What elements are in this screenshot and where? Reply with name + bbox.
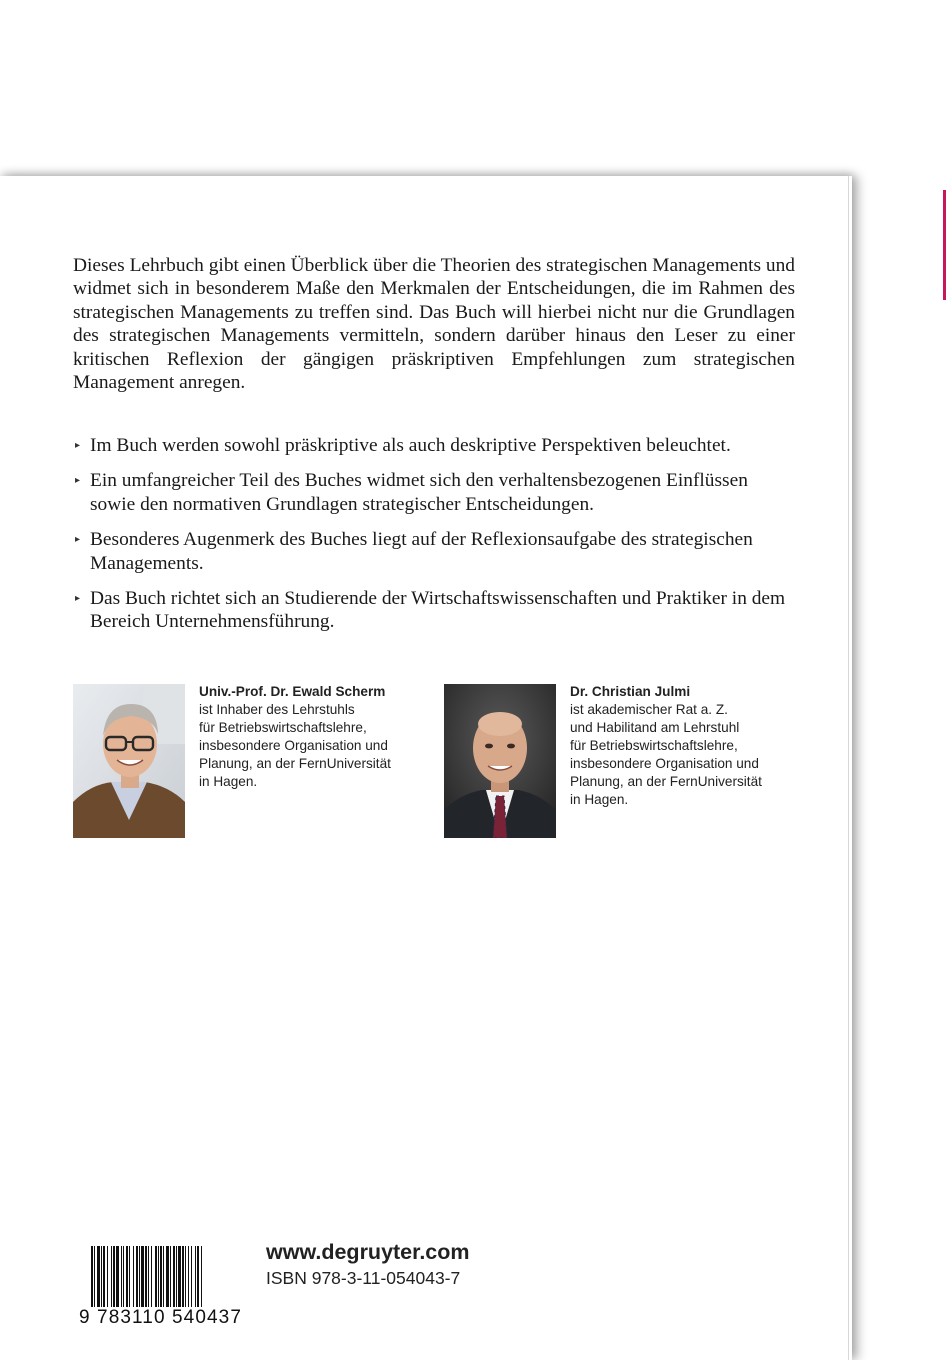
barcode-bar: [103, 1246, 105, 1310]
author-name: Dr. Christian Julmi: [570, 684, 691, 699]
author-bio-line: für Betriebswirtschaftslehre,: [570, 738, 738, 753]
author-bio-line: ist akademischer Rat a. Z.: [570, 702, 728, 717]
barcode-bar: [126, 1246, 128, 1310]
barcode-bar: [107, 1246, 108, 1310]
barcode-bar: [139, 1246, 140, 1310]
list-item: [73, 469, 795, 516]
barcode-bar: [129, 1246, 130, 1310]
barcode-bar: [185, 1246, 186, 1310]
author-bio-line: und Habilitand am Lehrstuhl: [570, 720, 740, 735]
barcode-bar: [111, 1246, 112, 1310]
author-bio-line: in Hagen.: [570, 792, 629, 807]
list-item: [73, 528, 795, 575]
author-bio-line: ist Inhaber des Lehrstuhls: [199, 702, 355, 717]
publisher-website[interactable]: www.degruyter.com: [266, 1240, 470, 1264]
triangle-bullet-icon: ▸: [75, 475, 81, 487]
barcode-bar: [158, 1246, 159, 1310]
barcode-bar: [160, 1246, 162, 1310]
barcode-bar: [188, 1246, 189, 1310]
author-bio-line: Planung, an der FernUniversität: [199, 756, 391, 771]
list-item: [73, 587, 795, 634]
barcode-bar: [123, 1246, 124, 1310]
list-item-text: Das Buch richtet sich an Studierende der Wirtschaftswissenschaften und Praktiker in dem Bereich Unternehmensführung.: [90, 588, 786, 633]
barcode-bar: [155, 1246, 157, 1310]
triangle-bullet-icon: ▸: [75, 534, 81, 546]
barcode-bar: [163, 1246, 164, 1310]
barcode-bar: [195, 1246, 196, 1310]
portrait-image: [444, 684, 556, 838]
barcode-bar: [101, 1246, 102, 1310]
barcode-bar: [173, 1246, 175, 1310]
author-bio-line: in Hagen.: [199, 774, 258, 789]
triangle-bullet-icon: ▸: [75, 593, 81, 605]
list-item-text: Ein umfangreicher Teil des Buches widmet sich den verhaltensbezogenen Einflüssen sowie den normativen Grundlagen strategischer Entscheidungen.: [90, 470, 748, 515]
barcode-bar: [197, 1246, 199, 1310]
list-item-text: Im Buch werden sowohl präskriptive als auch deskriptive Perspektiven beleuchtet.: [90, 435, 731, 456]
author-bio-scherm: [199, 683, 439, 791]
triangle-bullet-icon: ▸: [75, 440, 81, 451]
barcode-bar: [141, 1246, 144, 1310]
author-photo-scherm: [73, 684, 185, 838]
barcode-bar: [176, 1246, 177, 1310]
isbn-number: ISBN 978-3-11-054043-7: [266, 1268, 461, 1288]
barcode-bar: [166, 1246, 169, 1310]
barcode-bar: [121, 1246, 122, 1310]
list-item-text: Besonderes Augenmerk des Buches liegt auf der Reflexionsaufgabe des strategischen Managements.: [90, 529, 753, 574]
feature-list: [73, 434, 795, 646]
barcode-bar: [97, 1246, 100, 1310]
barcode-bar: [191, 1246, 192, 1310]
barcode-bar: [151, 1246, 152, 1310]
barcode-bar: [182, 1246, 184, 1310]
barcode-digits: 9 783110 540437: [79, 1307, 243, 1328]
barcode-bar: [170, 1246, 171, 1310]
barcode-bar: [113, 1246, 115, 1310]
portrait-image: [73, 684, 185, 838]
author-bio-line: für Betriebswirtschaftslehre,: [199, 720, 367, 735]
intro-paragraph: Dieses Lehrbuch gibt einen Überblick über die Theorien des strategischen Managements und widmet sich in besonderem Maße den Merkmalen der Entscheidungen, die im Rahmen des strategischen Managements zu treffen sind. Das Buch will hierbei nicht nur die Grundlagen des strategischen Managements vermitteln, sondern darüber hinaus den Leser zu einer kritischen Reflexion der gängigen präskriptiven Empfehlungen zum strategischen Management anregen.: [73, 255, 795, 394]
barcode-bar: [116, 1246, 119, 1310]
author-photo-julmi: [444, 684, 556, 838]
barcode-bar: [133, 1246, 134, 1310]
barcode-bar: [136, 1246, 138, 1310]
author-name: Univ.-Prof. Dr. Ewald Scherm: [199, 684, 386, 699]
barcode-bar: [145, 1246, 147, 1310]
list-item: [73, 434, 795, 457]
barcode-bar: [178, 1246, 181, 1310]
author-bio-julmi: [570, 683, 810, 809]
author-bio-line: Planung, an der FernUniversität: [570, 774, 762, 789]
author-bio-line: insbesondere Organisation und: [570, 756, 759, 771]
author-bio-line: insbesondere Organisation und: [199, 738, 388, 753]
